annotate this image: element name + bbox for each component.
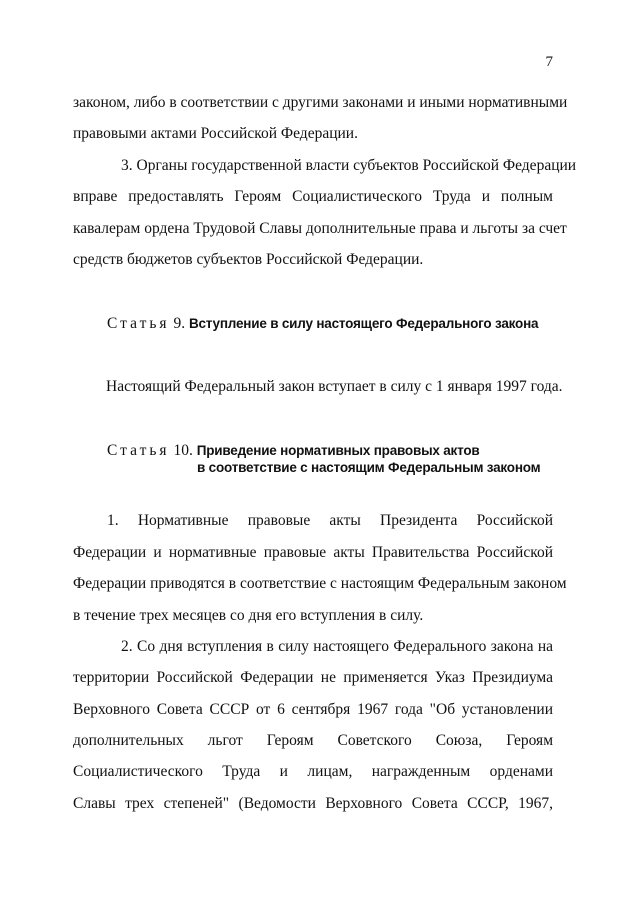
article-label: Статья xyxy=(107,442,170,459)
text-line: дополнительных льгот Героям Советского Союза, Героям xyxy=(73,732,553,749)
page-number: 7 xyxy=(545,54,553,70)
article-title: Приведение нормативных правовых актов xyxy=(196,443,480,458)
text-line: Верховного Совета СССР от 6 сентября 1967 года "Об установлении xyxy=(73,701,553,718)
text-line: законом, либо в соответствии с другими законами и иными нормативными xyxy=(73,94,568,111)
text-line: вправе предоставлять Героям Социалистического Труда и полным xyxy=(73,188,553,205)
article-title: Вступление в силу настоящего Федерального закона xyxy=(188,316,539,331)
article-label: Статья xyxy=(107,315,170,332)
text-line: Славы трех степеней" (Ведомости Верховного Совета СССР, 1967, xyxy=(73,795,553,812)
text-line: правовыми актами Российской Федерации. xyxy=(73,125,358,142)
text-line: Социалистического Труда и лицам, награжденным орденами xyxy=(73,763,553,780)
text-line: территории Российской Федерации не применяется Указ Президиума xyxy=(73,669,553,686)
text-line: средств бюджетов субъектов Российской Федерации. xyxy=(73,251,424,268)
text-line: Федерации приводятся в соответствие с настоящим Федеральным законом xyxy=(73,575,567,592)
text-line: 3. Органы государственной власти субъектов Российской Федерации xyxy=(121,157,577,174)
article-number: 10. xyxy=(173,442,193,459)
article-9-heading xyxy=(107,314,567,334)
text-line: в течение трех месяцев со дня его вступления в силу. xyxy=(73,607,424,624)
article-9-text: Настоящий Федеральный закон вступает в силу с 1 января 1997 года. xyxy=(106,378,563,395)
text-line: 2. Со дня вступления в силу настоящего Федерального закона на xyxy=(121,638,553,655)
text-line: кавалерам ордена Трудовой Славы дополнительные права и льготы за счет xyxy=(73,220,567,237)
article-title-continued: в соответствие с настоящим Федеральным законом xyxy=(197,460,541,475)
text-line: 1. Нормативные правовые акты Президента Российской xyxy=(107,512,553,529)
text-line: Федерации и нормативные правовые акты Правительства Российской xyxy=(73,544,553,561)
article-number: 9. xyxy=(173,315,186,332)
